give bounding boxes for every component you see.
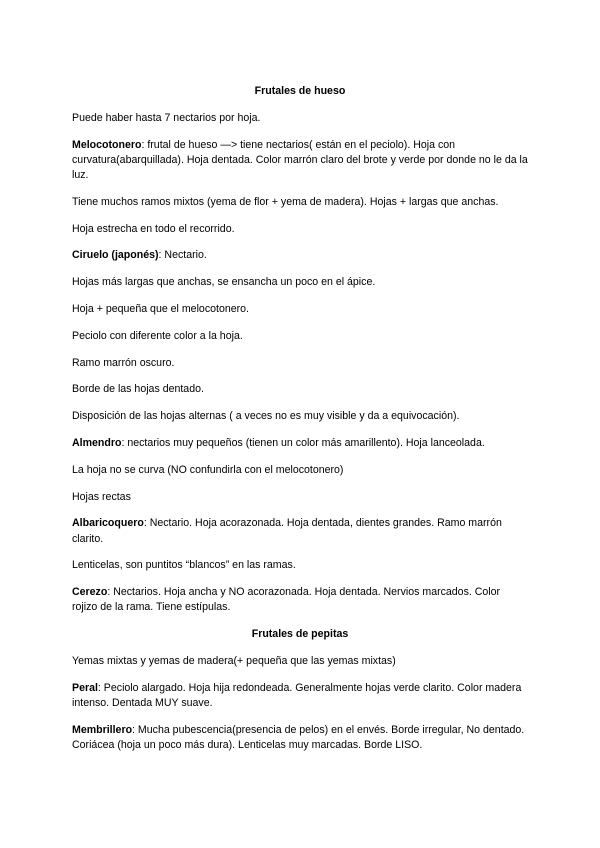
paragraph: Hoja + pequeña que el melocotonero.	[72, 302, 249, 315]
paragraph: Hojas más largas que anchas, se ensancha un poco en el ápice.	[72, 276, 376, 289]
term-membrillero: Membrillero	[72, 723, 133, 736]
term-peral: Peral	[72, 681, 98, 694]
paragraph-almendro: Almendro: nectarios muy pequeños (tienen un color más amarillento). Hoja lanceolada.	[72, 436, 485, 449]
paragraph: Hojas rectas	[72, 490, 131, 503]
paragraph-peral: Peral: Peciolo alargado. Hoja hija redondeada. Generalmente hojas verde clarito. Color madera intenso. Dentada MUY suave.	[72, 681, 522, 709]
section-heading-pepitas: Frutales de pepitas	[251, 628, 349, 641]
paragraph: Hoja estrecha en todo el recorrido.	[72, 222, 235, 235]
paragraph-membrillero: Membrillero: Mucha pubescencia(presencia de pelos) en el envés. Borde irregular, No dentado. Coriácea (hoja un poco más dura). Lenticelas muy marcadas. Borde LISO.	[72, 723, 525, 751]
term-melocotonero: Melocotonero	[72, 138, 142, 151]
paragraph: Disposición de las hojas alternas ( a veces no es muy visible y da a equivocación).	[72, 410, 460, 423]
paragraph: La hoja no se curva (NO confundirla con el melocotonero)	[72, 463, 344, 476]
paragraph: Ramo marrón oscuro.	[72, 356, 175, 369]
section-heading-hueso: Frutales de hueso	[254, 85, 346, 97]
paragraph: Yemas mixtas y yemas de madera(+ pequeña que las yemas mixtas)	[72, 654, 396, 667]
term-almendro: Almendro	[72, 436, 122, 449]
paragraph-ciruelo: Ciruelo (japonés): Nectario.	[72, 249, 207, 262]
term-albaricoquero: Albaricoquero	[72, 517, 144, 530]
paragraph: Borde de las hojas dentado.	[72, 383, 204, 396]
document-content	[72, 84, 528, 753]
paragraph: Puede haber hasta 7 nectarios por hoja.	[72, 111, 261, 124]
paragraph-cerezo: Cerezo: Nectarios. Hoja ancha y NO acorazonada. Hoja dentada. Nervios marcados. Color rojizo de la rama. Tiene estípulas.	[72, 586, 501, 614]
paragraph-melocotonero: Melocotonero: frutal de hueso —> tiene nectarios( están en el peciolo). Hoja con curvatura(abarquillada). Hoja dentada. Color marrón claro del brote y verde por donde no le da la luz.	[72, 138, 528, 181]
paragraph: Lenticelas, son puntitos “blancos” en las ramas.	[72, 559, 296, 572]
paragraph: Tiene muchos ramos mixtos (yema de flor + yema de madera). Hojas + largas que anchas.	[72, 195, 499, 208]
term-ciruelo: Ciruelo (japonés)	[72, 249, 159, 262]
paragraph: Peciolo con diferente color a la hoja.	[72, 329, 243, 342]
paragraph-albaricoquero: Albaricoquero: Nectario. Hoja acorazonada. Hoja dentada, dientes grandes. Ramo marrón clarito.	[72, 517, 502, 545]
term-cerezo: Cerezo	[72, 586, 108, 599]
